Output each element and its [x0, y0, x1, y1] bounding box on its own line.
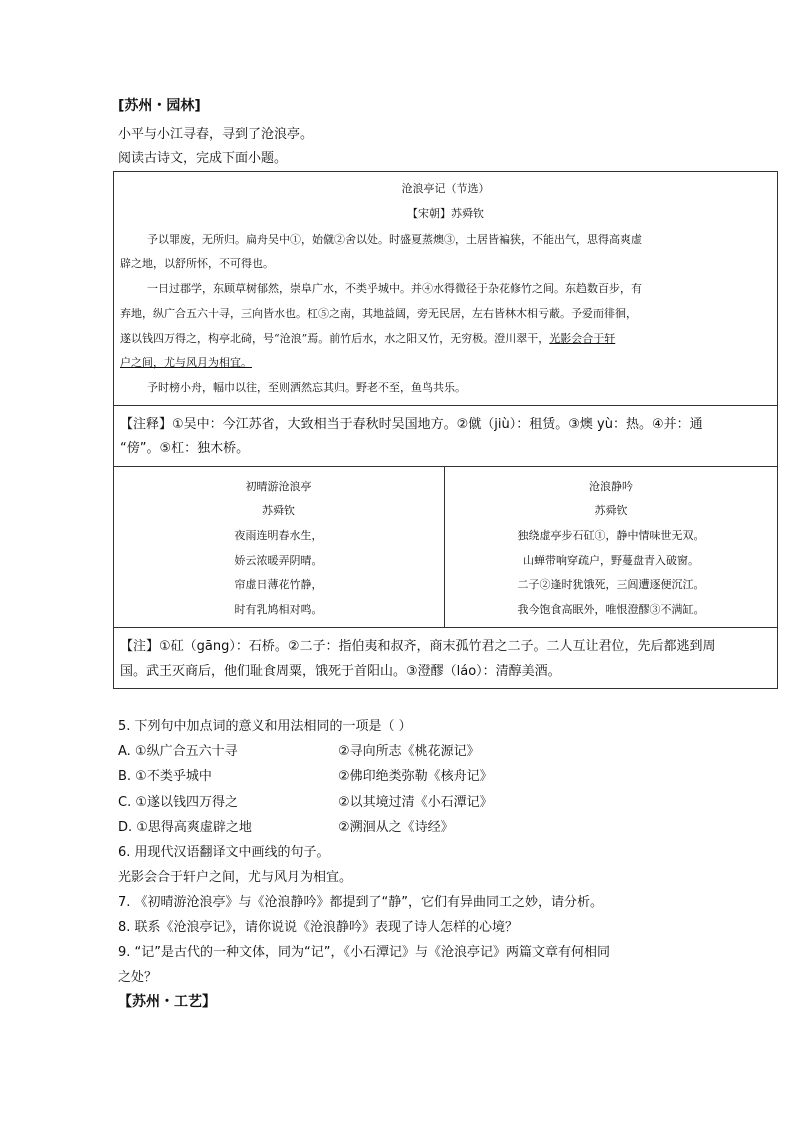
essay-author: 【宋朝】苏舜钦: [407, 207, 484, 220]
underlined-sentence: 光影会合于轩: [549, 332, 616, 345]
section-header-crafts: 【苏州・工艺】: [118, 994, 216, 1010]
option-d-right: ②溯洄从之《诗经》: [338, 820, 454, 835]
option-a-right: ②寻向所志《桃花源记》: [338, 744, 480, 759]
poem-line: 夜雨连明春水生，: [234, 529, 323, 542]
divider: [113, 466, 778, 467]
essay-paragraph-line: 辟之地，以舒所怀，不可得也。: [120, 257, 274, 270]
divider: [113, 627, 778, 628]
essay-title: 沧浪亭记（节选）: [401, 182, 490, 195]
question-5: 5. 下列句中加点词的意义和用法相同的一项是（ ）: [118, 719, 412, 734]
question-8: 8. 联系《沧浪亭记》，请你说说《沧浪静吟》表现了诗人怎样的心境？: [118, 920, 519, 935]
question-6: 6. 用现代汉语翻译文中画线的句子。: [118, 845, 330, 860]
poem-line: 娇云浓暖弄阴晴。: [234, 554, 323, 567]
poem-author: 苏舜钦: [594, 504, 628, 517]
annotation-line: 【注释】①吴中：今江苏省，大致相当于春秋时吴国地方。②僦（jiù）：租赁。③燠 yù：热。④并：通: [120, 417, 703, 432]
poem-title: 沧浪静吟: [589, 480, 633, 493]
annotation-line: 国。武王灭商后，他们耻食周粟，饿死于首阳山。③澄醪（láo）：清醇美酒。: [120, 664, 561, 679]
essay-paragraph-line: 一日过郡学，东顾草树郁然，崇阜广水，不类乎城中。并④水得微径于杂花修竹之间。东趋数百步，有: [147, 282, 642, 295]
question-7: 7. 《初晴游沧浪亭》与《沧浪静吟》都提到了“静”，它们有异曲同工之妙，请分析。: [118, 895, 604, 910]
annotation-line: 【注】①矼（gāng）：石桥。②二子：指伯夷和叔齐，商末孤竹君之二子。二人互让君位，先后都逃到周: [120, 639, 716, 654]
poem-line: 时有乳鸠相对鸣。: [234, 603, 323, 616]
essay-paragraph-line: 予时榜小舟，幅巾以往，至则洒然忘其归。野老不至，鱼鸟共乐。: [147, 381, 466, 394]
option-b-right: ②佛印绝类弥勒《核舟记》: [338, 769, 493, 784]
essay-paragraph-line: 予以罪废，无所归。扁舟吴中①，始僦②舍以处。时盛夏蒸燠③，土居皆褊狭，不能出气，思得高爽虚: [147, 233, 642, 246]
option-a-left: A. ①纵广合五六十寻: [118, 744, 238, 759]
poem-line: 独绕虚亭步石矼①，静中情味世无双。: [517, 529, 705, 542]
question-6-sentence: 光影会合于轩户之间，尤与风月为相宜。: [118, 870, 353, 885]
poem-author: 苏舜钦: [262, 504, 295, 517]
option-b-left: B. ①不类乎城中: [118, 769, 212, 784]
divider: [113, 405, 778, 406]
intro-line: 小平与小江寻春，寻到了沧浪亭。: [118, 127, 314, 142]
annotation-line: “傍”。⑤杠：独木桥。: [120, 441, 250, 456]
poem-title: 初晴游沧浪亭: [245, 480, 312, 493]
question-9: 9. “记”是古代的一种文体，同为“记”，《小石潭记》与《沧浪亭记》两篇文章有何相同: [118, 945, 610, 960]
option-c-left: C. ①遂以钱四万得之: [118, 795, 238, 810]
essay-paragraph-line: [120, 332, 615, 346]
instruction-line: 阅读古诗文，完成下面小题。: [118, 151, 288, 166]
option-d-left: D. ①思得高爽虚辟之地: [118, 820, 252, 835]
poem-line: 我今饱食高眠外，唯恨澄醪③不满缸。: [517, 603, 705, 616]
essay-paragraph-line: 弃地，纵广合五六十寻，三向皆水也。杠⑤之南，其地益阔，旁无民居，左右皆林木相亏蔽。予爱而徘徊，: [120, 307, 637, 320]
option-c-right: ②以其境过清《小石潭记》: [338, 795, 493, 810]
section-header-gardens: [苏州・园林]: [118, 98, 201, 114]
underlined-sentence: 户之间，尤与风月为相宜。: [120, 356, 252, 369]
question-9-cont: 之处？: [118, 970, 158, 985]
poem-line: 帘虚日薄花竹静，: [234, 578, 323, 591]
essay-text: 遂以钱四万得之，构亭北碕，号“沧浪”焉。前竹后水，水之阳又竹，无穷极。澄川翠干，: [120, 332, 550, 345]
poem-line: 二子②逢时犹饿死，三闾遭逐便沉江。: [517, 578, 705, 591]
poem-line: 山蝉带响穿疏户，野蔓盘青入破窗。: [523, 554, 699, 567]
